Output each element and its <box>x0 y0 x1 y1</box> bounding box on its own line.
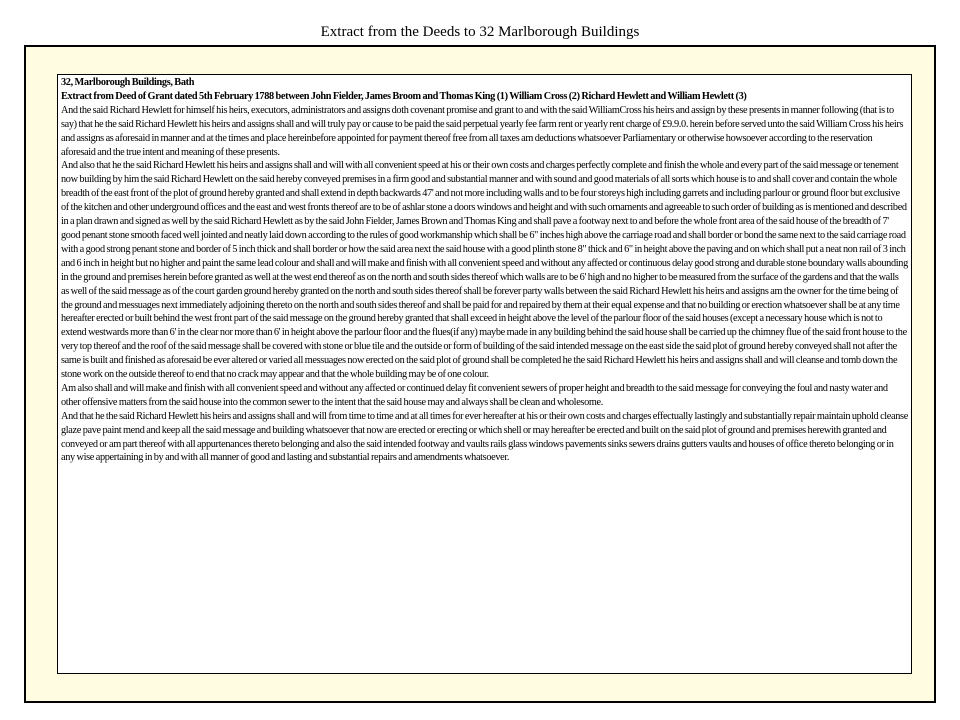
deed-paragraph-4: And that he the said Richard Hewlett his heirs and assigns shall and will from time to time and at all times for ever hereafter at his or their own costs and charges effectually lastingly and substantially repair maintain uphold cleanse glaze pave paint mend and keep all the said message and building whatsoever that now are erected or erecting or which shell or may hereafter be erected and built on the said plot of ground and premises herewith granted and conveyed or am part thereof with all appurtenances thereto belonging and also the said intended footway and vaults rails glass windows pavements sinks sewers drains gutters vaults and houses of office thereto belonging or in any wise appertaining in by and with all manner of good and lasting and substantial repairs and amendments whatsoever. <box>61 410 908 464</box>
deed-text-box <box>57 74 912 674</box>
deed-title-heading: Extract from Deed of Grant dated 5th February 1788 between John Fielder, James Broom and Thomas King (1) William Cross (2) Richard Hewlett and William Hewlett (3) <box>61 90 747 102</box>
deed-paragraph-2: And also that he the said Richard Hewlett his heirs and assigns shall and will with all convenient speed at his or their own costs and charges perfectly complete and finish the whole and every part of the said message or tenement now building by him the said Richard Hewlett on the said hereby conveyed premises in a firm good and substantial manner and with sound and good materials of all sorts which house is to and shall cover and contain the whole breadth of the east front of the plot of ground hereby granted and shall extend in depth backwards 47' and not more including walls and to be four storeys high including garrets and including parlour or ground floor but exclusive of the kitchen and other underground offices and the east and west fronts thereof are to be of ashlar stone a doors windows and height and with such ornaments and agreeable to such order of building as is mentioned and described in a plan drawn and signed as well by the said Richard Hewlett as by the said John Fielder, James Brown and Thomas King and shall pave a footway next to and before the whole front area of the said house of the breadth of 7' good penant stone smooth faced well jointed and neatly laid down according to the rules of good workmanship which shall be 6" inches high above the carriage road and shall border or bond the same next to the said carriage road with a good strong penant stone and border of 5 inch thick and shall border or how the said area next the said house with a good plinth stone 8" thick and 6" in height above the paving and on which shall put a neat non rail of 3 inch and 6 inch in height but no higher and paint the same lead colour and shall and will make and finish with all convenient speed and without any affected or continuous delay good strong and durable stone boundary walls abounding in the ground and premises herein before granted as well at the west end thereof as on the north and south sides thereof which walls are to be 6' high and no higher to be measured from the surface of the gardens and that the walls as well of the said message as of the court garden ground hereby granted on the north and south sides thereof shall be forever party walls between the said Richard Hewlett his heirs and assigns am the owner for the time being of the ground and messuages next immediately adjoining thereto on the north and south sides thereof and shall be paid for and repaired by them at their equal expense and that no building or erection whatsoever shall be at any time hereafter erected or built behind the west front part of the said message on the ground hereby granted that shall exceed in height above the level of the parlour floor of the said houses (except a necessary house which is not to extend westwards more than 6' in the clear nor more than 6' in height above the parlour floor and the flues(if any) maybe made in any building behind the said house shall be carried up the chimney flue of the said front house to the very top thereof and the roof of the said message shall be covered with stone or blue tile and the outside or form of building of the said intended message on the east side the said plot of ground hereby conveyed shall not after the same is built and finished as aforesaid be ever altered or varied all messuages now erected on the said plot of ground shall be completed he the said Richard Hewlett his heirs and assigns shall and will cleanse and tomb down the stone work on the outside thereof to end that no crack may appear and that the whole building may be of one colour. <box>61 160 908 381</box>
page-title: Extract from the Deeds to 32 Marlborough Buildings <box>320 24 640 40</box>
deed-address-heading: 32, Marlborough Buildings, Bath <box>61 77 195 88</box>
deed-paragraph-3: Am also shall and will make and finish with all convenient speed and without any affected or continued delay fit convenient sewers of proper height and breadth to the said message for conveying the foul and nasty water and other offensive matters from the said house into the common sewer to the intent that the said house may and always shall be clean and wholesome. <box>61 382 888 408</box>
deed-paragraph-1: And the said Richard Hewlett for himself his heirs, executors, administrators and assigns doth covenant promise and grant to and with the said WilliamCross his heirs and assign by these presents in manner following (that is to say) that he the said Richard Hewlett his heirs and assigns shall and will truly pay or cause to be paid the said perpetual yearly fee farm rent or yearly rent charge of £9.9.0. herein before served unto the said William Cross his heirs and assigns as aforesaid in manner and at the times and place hereinbefore appointed for payment thereof free from all taxes am deductions whatsoever Parliamentary or otherwise howsoever according to the reservation aforesaid and the true intent and meaning of these presents. <box>61 104 904 158</box>
